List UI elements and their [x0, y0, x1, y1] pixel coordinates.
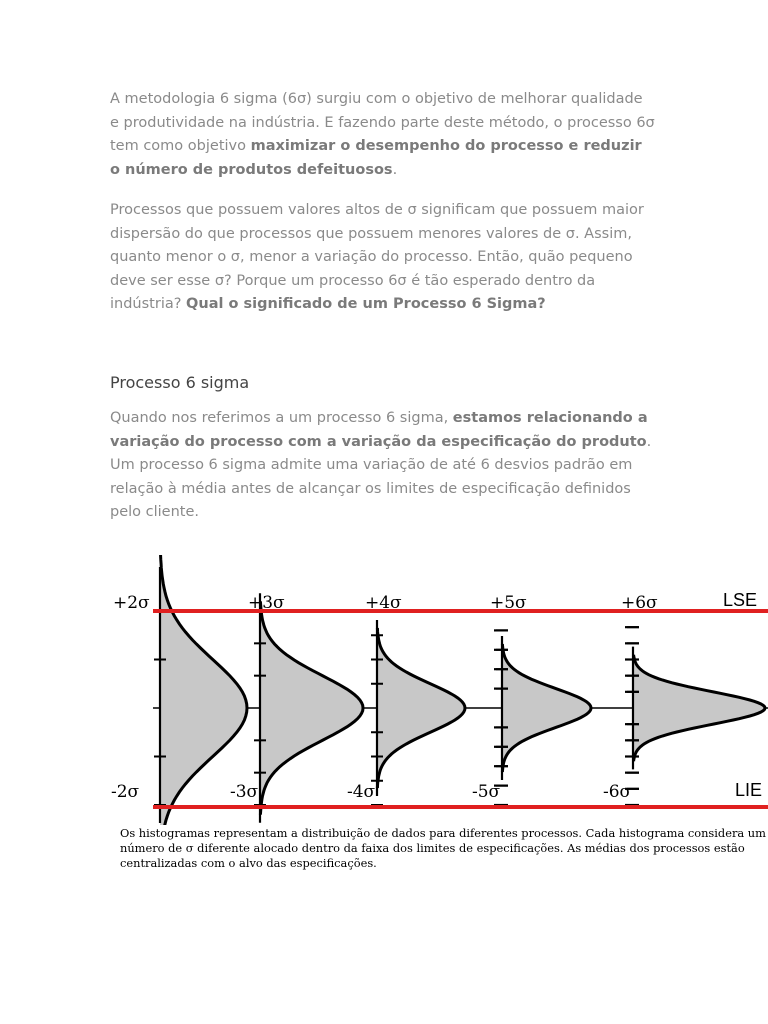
- sigma-upper-label: +4σ: [365, 593, 402, 613]
- dispersion-bold-question: Qual o significado de um Processo 6 Sigma?: [186, 296, 546, 312]
- six-sigma-bold-text: estamos relacionando a variação do processo com a variação da especificação do produto: [110, 410, 648, 450]
- distribution-fill: [633, 655, 765, 762]
- intro-end: .: [392, 161, 398, 178]
- section-heading: Processo 6 sigma: [110, 373, 250, 392]
- distribution-fill: [377, 628, 465, 788]
- lie-label: LIE: [735, 780, 763, 800]
- sigma-distribution-figure: [105, 555, 768, 825]
- sigma-upper-label: +6σ: [621, 593, 658, 613]
- sigma-lower-label: -4σ: [347, 782, 376, 802]
- sigma-upper-label: +3σ: [248, 593, 285, 613]
- figure-caption: Os histogramas representam a distribuição de dados para diferentes processos. Cada histograma considera um número de σ diferente alocado dentro da faixa dos limites de especificações. As médias dos processos estão centralizadas com o alvo das especificações.: [120, 826, 766, 870]
- six-sigma-text-end: . Um processo 6 sigma admite uma variação de até 6 desvios padrão em relação à média antes de alcançar os limites de especificação definidos pelo cliente.: [110, 433, 652, 520]
- intro-paragraph: [110, 88, 655, 182]
- sigma-lower-label: -2σ: [111, 782, 140, 802]
- sigma-lower-label: -6σ: [603, 782, 632, 802]
- lse-label: LSE: [723, 590, 758, 610]
- dispersion-paragraph: [110, 199, 655, 317]
- sigma-lower-label: -3σ: [230, 782, 259, 802]
- sigma-upper-label: +5σ: [490, 593, 527, 613]
- sigma-lower-label: -5σ: [472, 782, 501, 802]
- intro-bold-text: maximizar o desempenho do processo e reduzir o número de produtos defeituosos: [110, 138, 642, 178]
- intro-text: A metodologia 6 sigma (6σ) surgiu com o objetivo de melhorar qualidade e produtividade na indústria. E fazendo parte deste método, o processo 6σ tem como objetivo: [110, 91, 655, 154]
- dispersion-text: Processos que possuem valores altos de σ significam que possuem maior dispersão do que processos que possuem menores valores de σ. Assim, quanto menor o σ, menor a variação do processo. Então, quão pequeno deve ser esse σ? Porque um processo 6σ é tão esperado dentro da indústria?: [110, 202, 644, 312]
- six-sigma-text: Quando nos referimos a um processo 6 sigma,: [110, 410, 453, 426]
- sigma-upper-label: +2σ: [113, 593, 150, 613]
- six-sigma-paragraph: [110, 407, 655, 525]
- distribution-fill: [502, 644, 591, 772]
